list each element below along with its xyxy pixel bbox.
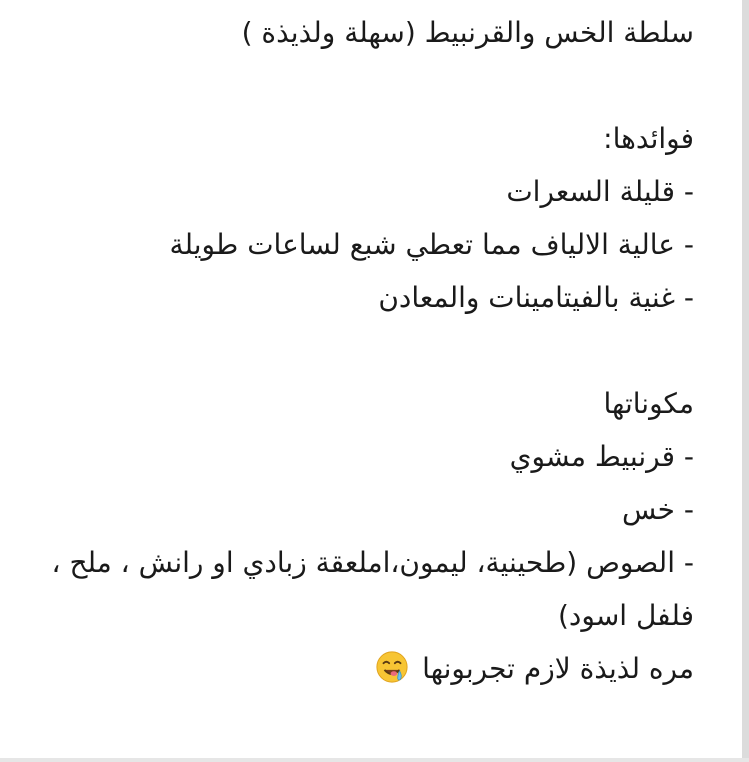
- blank-line: [34, 59, 694, 112]
- ingredient-item: - قرنبيط مشوي: [509, 440, 694, 473]
- closing-line: [34, 642, 694, 695]
- benefit-item: - غنية بالفيتامينات والمعادن: [378, 281, 694, 314]
- note-title: سلطة الخس والقرنبيط (سهلة ولذيذة ): [241, 16, 694, 49]
- ingredients-heading: مكوناتها: [603, 387, 694, 420]
- benefit-item: - عالية الالياف مما تعطي شبع لساعات طويلة: [169, 228, 694, 261]
- page-edge-shadow: [742, 0, 749, 762]
- page-bottom-edge: [0, 758, 749, 762]
- drooling-face-emoji-icon: [375, 650, 409, 684]
- benefits-heading: فوائدها:: [603, 122, 694, 155]
- ingredient-item: - خس: [621, 493, 694, 526]
- closing-text: مره لذيذة لازم تجربونها: [422, 652, 694, 685]
- ingredient-item: - الصوص (طحينية، ليمون،املعقة زبادي او رانش ، ملح ، فلفل اسود): [51, 546, 694, 632]
- note-body: [34, 6, 694, 695]
- blank-line: [34, 324, 694, 377]
- benefit-item: - قليلة السعرات: [506, 175, 694, 208]
